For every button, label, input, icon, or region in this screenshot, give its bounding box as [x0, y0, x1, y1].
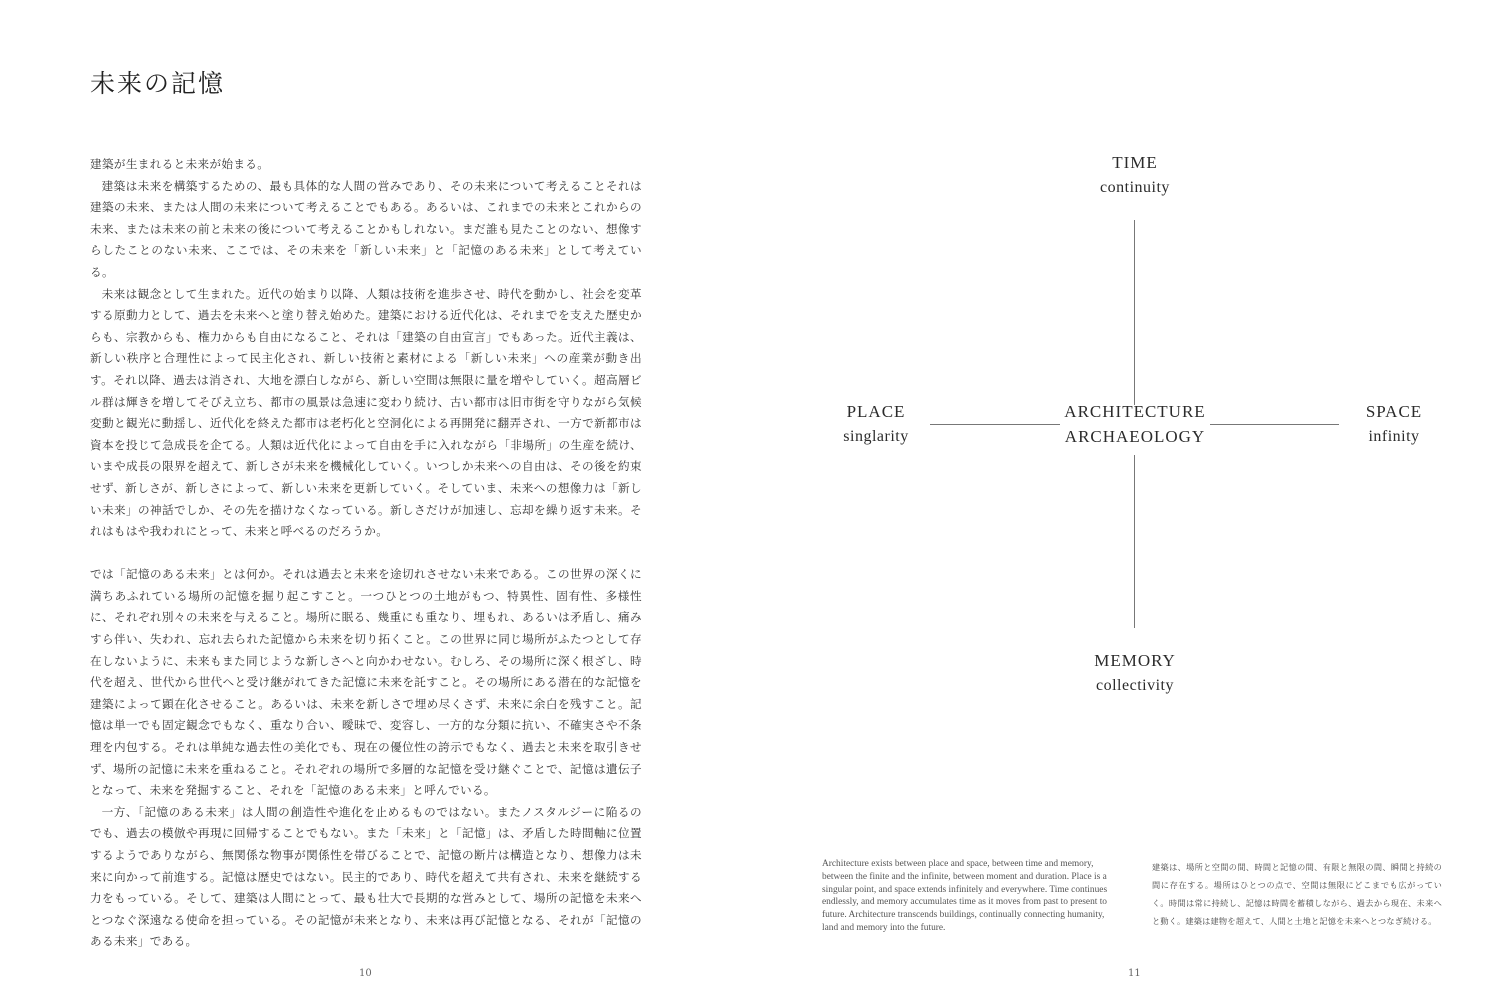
label-title: SPACE — [1365, 402, 1423, 421]
paragraph: 一方、「記憶のある未来」は人間の創造性や進化を止めるものではない。またノスタルジーに陥るのでも、過去の模倣や再現に回帰することでもない。また「未来」と「記憶」は、矛盾した時間軸に位置するようでありながら、無関係な物事が関係性を帯びることで、記憶の断片は構造となり、想像力は未来に向かって前進する。記憶は歴史ではない。民主的であり、時代を超えて共有され、未来を継続する力をもっている。そして、建築は人間にとって、最も壮大で長期的な営みとして、場所の記憶を未来へとつなぐ深遠なる使命を担っている。その記憶が未来となり、未来は再び記憶となる、それが「記憶のある未来」である。 — [90, 804, 642, 949]
center-line-1: ARCHITECTURE — [1064, 402, 1206, 421]
diagram-label-place — [816, 399, 936, 449]
label-title: TIME — [1112, 153, 1158, 172]
label-title: PLACE — [846, 402, 906, 421]
label-subtitle: infinity — [1368, 428, 1420, 445]
paragraph: 建築が生まれると未来が始まる。 — [90, 157, 270, 171]
concept-diagram — [750, 0, 1500, 760]
axis-line-right — [1210, 424, 1339, 425]
label-subtitle: continuity — [1100, 179, 1170, 196]
page-number: 11 — [1128, 968, 1141, 979]
center-line-2: ARCHAEOLOGY — [1064, 427, 1206, 446]
paragraph: 建築は未来を構築するための、最も具体的な人間の営みであり、その未来について考えることそれは建築の未来、または人間の未来について考えることでもある。あるいは、これまでの未来とこれからの未来、または未来の前と未来の後について考えることかもしれない。まだ誰も見たことのない、想像すらしたことのない未来、ここでは、その未来を「新しい未来」と「記憶のある未来」として考えている。 — [90, 178, 642, 279]
caption-english: Architecture exists between place and space, between time and memory, between the finite and the infinite, between moment and duration. Place is a singular point, and space extends infinitely and everywhere. Time continues endlessly, and memory accumulates time as it moves from past to present to future. Architecture transcends buildings, continually connecting humanity, land and memory into the future. — [822, 859, 1108, 933]
axis-line-left — [930, 424, 1060, 425]
axis-line-top — [1134, 220, 1135, 405]
label-subtitle: collectivity — [1096, 677, 1174, 694]
paragraph: では「記憶のある未来」とは何か。それは過去と未来を途切れさせない未来である。この世界の深くに満ちあふれている場所の記憶を掘り起こすこと。一つひとつの土地がもつ、特異性、固有性、多様性に、それぞれ別々の未来を与えること。場所に眠る、幾重にも重なり、埋もれ、あるいは矛盾し、痛みすら伴い、失われ、忘れ去られた記憶から未来を切り拓くこと。この世界に同じ場所がふたつとして存在しないように、未来もまた同じような新しさへと向かわせない。むしろ、その場所に深く根ざし、時代を超え、世代から世代へと受け継がれてきた記憶に未来を託すこと。その場所にある潜在的な記憶を建築によって顕在化させること。あるいは、未来を新しさで埋め尽くさず、未来に余白を残すこと。記憶は単一でも固定観念でもなく、重なり合い、曖昧で、変容し、一方的な分類に抗い、不確実さや不条理を内包する。それは単純な過去性の美化でも、現在の優位性の誇示でもなく、過去と未来を取引きせず、場所の記憶に未来を重ねること。それぞれの場所で多層的な記憶を受け継ぐことで、記憶は遺伝子となって、未来を発掘すること、それを「記憶のある未来」と呼んでいる。 — [90, 567, 642, 798]
diagram-label-space — [1334, 399, 1454, 449]
caption-japanese: 建築は、場所と空間の間、時間と記憶の間、有限と無限の間、瞬間と持続の間に存在する。場所はひとつの点で、空間は無限にどこまでも広がっていく。時間は常に持続し、記憶は時間を蓄積しながら、過去から現在、未来へと動く。建築は建物を超えて、人間と土地と記憶を未来へとつなぎ続ける。 — [1152, 862, 1442, 926]
axis-line-bottom — [1134, 455, 1135, 628]
page-title: 未来の記憶 — [90, 69, 226, 98]
paragraph: 未来は観念として生まれた。近代の始まり以降、人類は技術を進歩させ、時代を動かし、社会を変革する原動力として、過去を未来へと塗り替え始めた。建築における近代化は、それまでを支えた歴史からも、宗教からも、権力からも自由になること、それは「建築の自由宣言」でもあった。近代主義は、新しい秩序と合理性によって民主化され、新しい技術と素材による「新しい未来」への産業が動き出す。それ以降、過去は消され、大地を漂白しながら、新しい空間は無限に量を増やしていく。超高層ビル群は輝きを増してそびえ立ち、都市の風景は急速に変わり続け、古い都市は旧市街を守りながら気候変動と観光に動揺し、近代化を終えた都市は老朽化と空洞化による再開発に翻弄され、一方で新都市は資本を投じて急成長を企てる。人類は近代化によって自由を手に入れながら「非場所」の生産を続け、いまや成長の限界を超えて、新しさが未来を機械化していく。いつしか未来への自由は、その後を約束せず、新しさが、新しさによって、新しい未来を更新していく。そしていま、未来への想像力は「新しい未来」の神話でしか、その先を描けなくなっている。新しさだけが加速し、忘却を繰り返す未来。それはもはや我われにとって、未来と呼べるのだろうか。 — [90, 286, 642, 539]
essay-body — [90, 154, 642, 953]
diagram-center-label — [1045, 399, 1225, 449]
diagram-label-time — [1060, 150, 1210, 200]
page-number: 10 — [359, 968, 372, 979]
label-subtitle: singlarity — [843, 428, 909, 445]
right-page — [750, 0, 1500, 1000]
diagram-label-memory — [1060, 648, 1210, 698]
label-title: MEMORY — [1094, 651, 1176, 670]
